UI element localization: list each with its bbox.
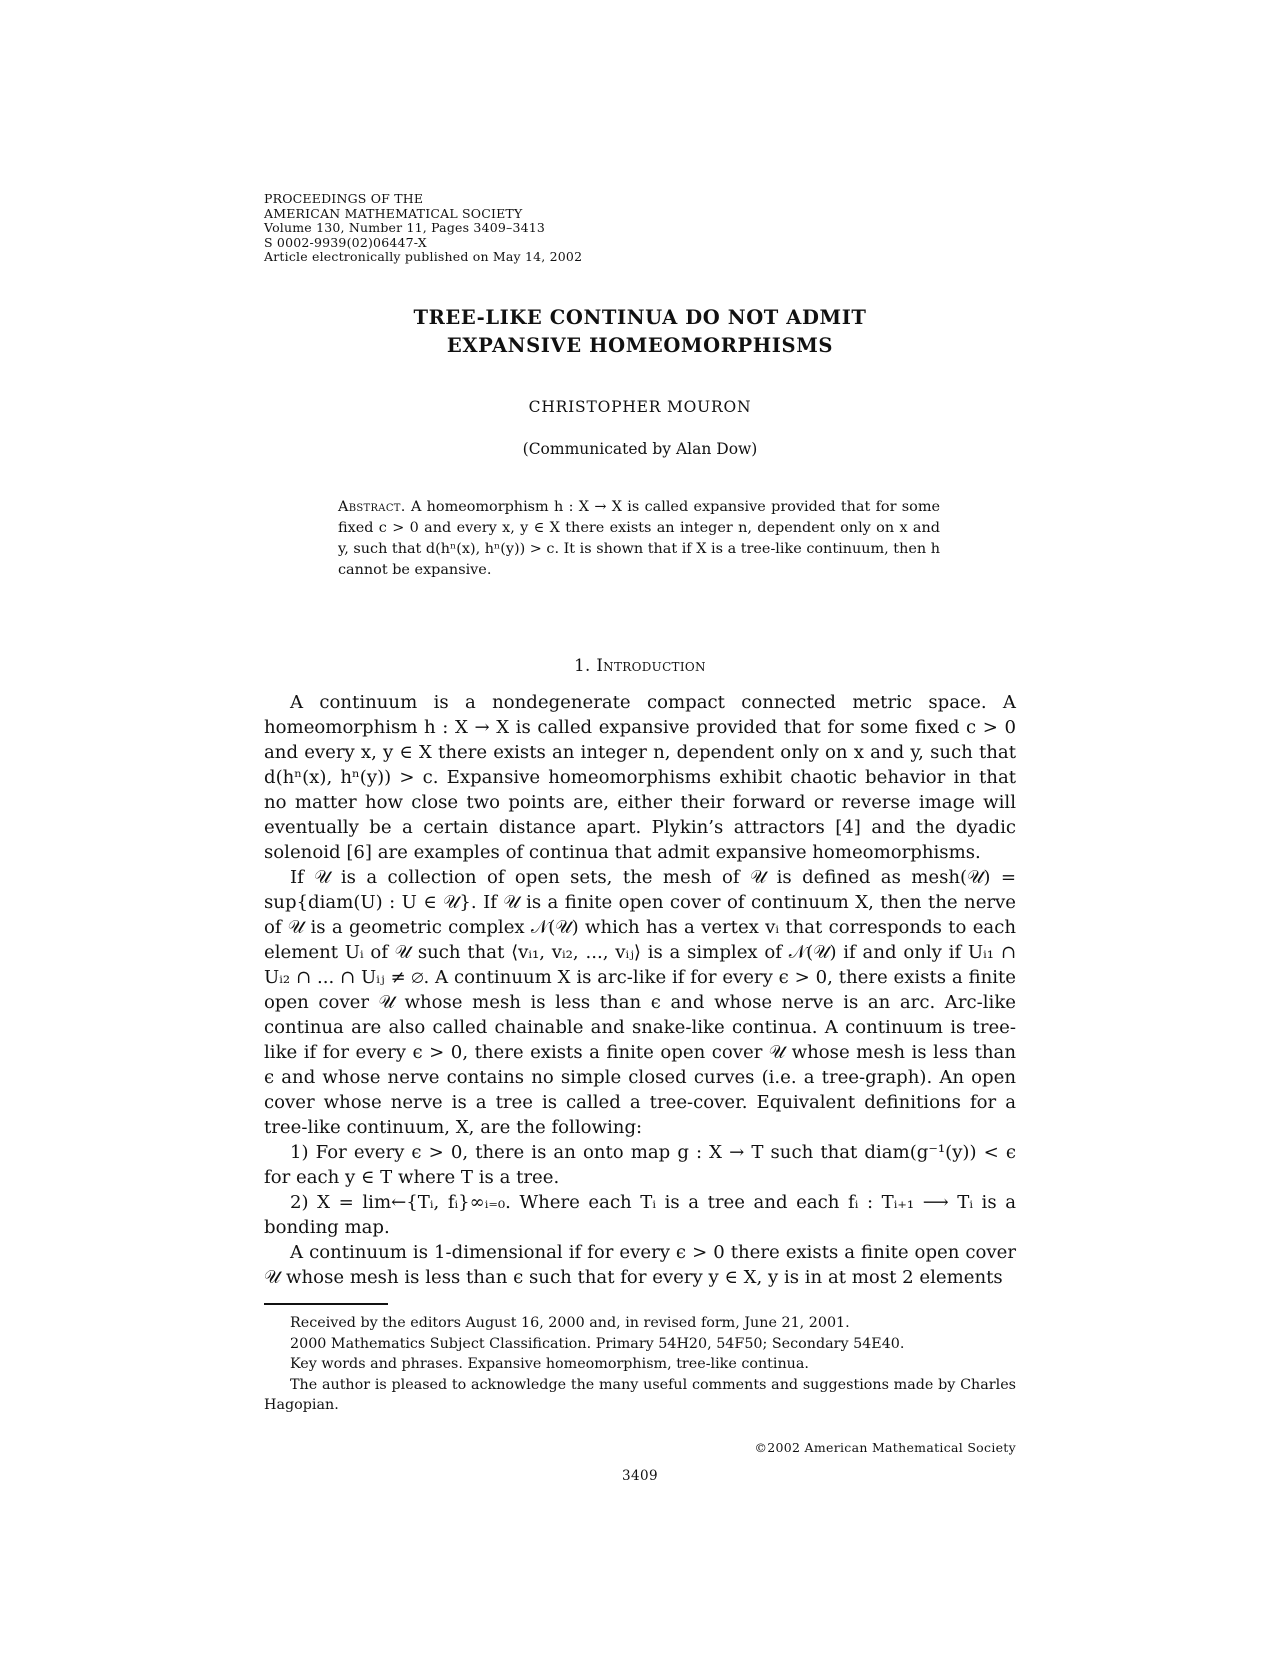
copyright-notice: ©2002 American Mathematical Society <box>754 1440 1016 1455</box>
journal-line: S 0002-9939(02)06447-X <box>264 234 427 250</box>
title-line: EXPANSIVE HOMEOMORPHISMS <box>446 334 834 357</box>
communicated-by: (Communicated by Alan Dow) <box>522 440 758 458</box>
section-title: Introduction <box>596 656 706 675</box>
paragraph: A continuum is a nondegenerate compact connected metric space. A homeomorphism h : X → X is called expansive provided that for some fixed c > 0 and every x, y ∈ X there exists an integer n, dependent only on x and y, such that d(hⁿ(x), hⁿ(y)) > c. Expansive homeomorphisms exhibit chaotic behavior in that no matter how close two points are, either their forward or reverse image will eventually be a certain distance apart. Plykin’s attractors [4] and the dyadic solenoid [6] are examples of continua that admit expansive homeomorphisms. <box>264 692 1016 863</box>
footnote-rule <box>264 1303 388 1305</box>
section-heading <box>264 656 1016 675</box>
paragraph: 2) X = lim←{Tᵢ, fᵢ}∞ᵢ₌₀. Where each Tᵢ is a tree and each fᵢ : Tᵢ₊₁ ⟶ Tᵢ is a bonding map. <box>264 1192 1016 1238</box>
journal-header <box>264 192 684 265</box>
abstract-label: Abstract. <box>338 499 406 515</box>
abstract-text: A homeomorphism h : X → X is called expansive provided that for some fixed c > 0 and every x, y ∈ X there exists an integer n, dependent only on x and y, such that d(hⁿ(x), hⁿ(y)) > c. It is shown that if X is a tree-like continuum, then h cannot be expansive. <box>338 499 940 578</box>
title-line: TREE-LIKE CONTINUA DO NOT ADMIT <box>413 306 867 329</box>
page-number: 3409 <box>622 1468 658 1484</box>
journal-line: Article electronically published on May 14, 2002 <box>264 249 583 264</box>
author-name: CHRISTOPHER MOURON <box>528 398 752 416</box>
paragraph: A continuum is 1-dimensional if for every ϵ > 0 there exists a finite open cover 𝒰 whose mesh is less than ϵ such that for every y ∈ X, y is in at most 2 elements <box>264 1242 1016 1288</box>
paragraph: If 𝒰 is a collection of open sets, the mesh of 𝒰 is defined as mesh(𝒰) = sup{diam(U) : U ∈ 𝒰}. If 𝒰 is a finite open cover of continuum X, then the nerve of 𝒰 is a geometric complex 𝒩(𝒰) which has a vertex vᵢ that corresponds to each element Uᵢ of 𝒰 such that ⟨vᵢ₁, vᵢ₂, ..., vᵢⱼ⟩ is a simplex of 𝒩(𝒰) if and only if Uᵢ₁ ∩ Uᵢ₂ ∩ ... ∩ Uᵢⱼ ≠ ∅. A continuum X is arc-like if for every ϵ > 0, there exists a finite open cover 𝒰 whose mesh is less than ϵ and whose nerve is an arc. Arc-like continua are also called chainable and snake-like continua. A continuum is tree-like if for every ϵ > 0, there exists a finite open cover 𝒰 whose mesh is less than ϵ and whose nerve contains no simple closed curves (i.e. a tree-graph). An open cover whose nerve is a tree is called a tree-cover. Equivalent definitions for a tree-like continuum, X, are the following: <box>264 867 1016 1138</box>
journal-line: AMERICAN MATHEMATICAL SOCIETY <box>264 205 523 221</box>
footnote: 2000 Mathematics Subject Classification. Primary 54H20, 54F50; Secondary 54E40. <box>290 1335 905 1352</box>
journal-line: PROCEEDINGS OF THE <box>264 191 424 206</box>
footnote: The author is pleased to acknowledge the many useful comments and suggestions made by Charles Hagopian. <box>264 1376 1016 1413</box>
footnote: Key words and phrases. Expansive homeomorphism, tree-like continua. <box>290 1356 809 1372</box>
footnotes <box>264 1313 1016 1416</box>
paper-title <box>264 304 1016 360</box>
abstract <box>338 497 940 581</box>
paragraph: 1) For every ϵ > 0, there is an onto map g : X → T such that diam(g⁻¹(y)) < ϵ for each y ∈ T where T is a tree. <box>264 1142 1016 1188</box>
footnote: Received by the editors August 16, 2000 and, in revised form, June 21, 2001. <box>290 1315 850 1331</box>
journal-line: Volume 130, Number 11, Pages 3409–3413 <box>264 220 546 235</box>
body-text <box>264 690 1016 1290</box>
section-number: 1. <box>574 656 591 675</box>
